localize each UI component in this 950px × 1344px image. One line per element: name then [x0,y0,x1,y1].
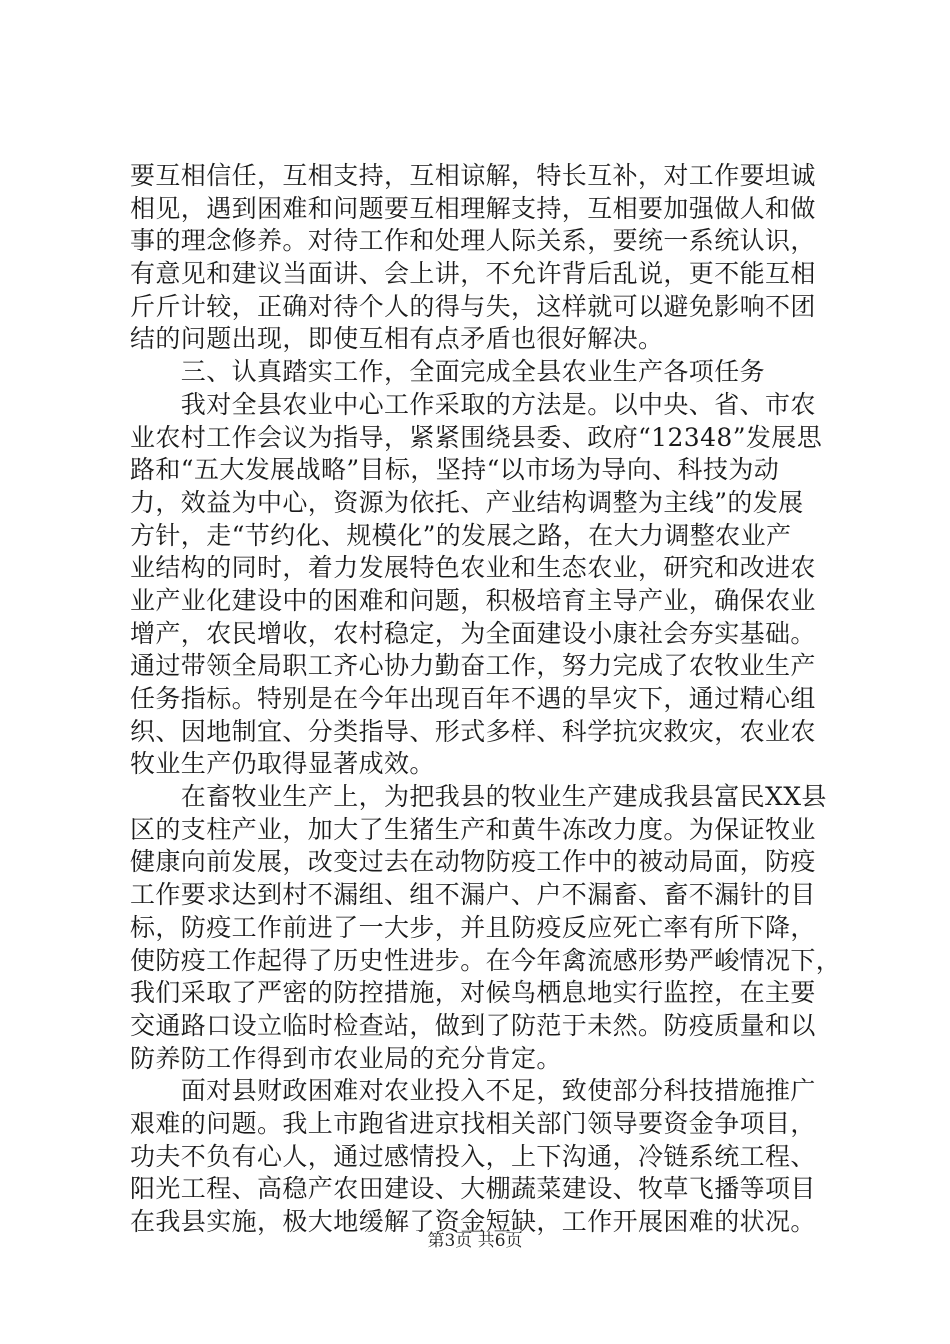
body-line: 有意见和建议当面讲、会上讲，不允许背后乱说，更不能互相 [130,259,816,289]
body-line: 我们采取了严密的防控措施，对候鸟栖息地实行监控，在主要 [130,978,816,1008]
body-line: 区的支柱产业，加大了生猪生产和黄牛冻改力度。为保证牧业 [130,814,816,844]
body-line: 在我县实施，极大地缓解了资金短缺，工作开展困难的状况。 [130,1207,816,1236]
body-line: 牧业生产仍取得显著成效。 [130,749,435,779]
body-line: 艰难的问题。我上市跑省进京找相关部门领导要资金争项目， [130,1108,816,1138]
body-line: 增产，农民增收，农村稳定，为全面建设小康社会夯实基础。 [130,618,816,648]
body-line: 使防疫工作起得了历史性进步。在今年禽流感形势严峻情况下， [130,945,842,975]
body-line: 通过带领全局职工齐心协力勤奋工作，努力完成了农牧业生产 [130,651,816,681]
body-line: 业结构的同时，着力发展特色农业和生态农业，研究和改进农 [130,553,816,583]
page-footer: 第3页 共6页 [427,1231,523,1251]
body-line: 路和“五大发展战略”目标，坚持“以市场为导向、科技为动 [130,455,780,485]
body-line: 织、因地制宜、分类指导、形式多样、科学抗灾救灾，农业农 [130,716,816,746]
body-line: 工作要求达到村不漏组、组不漏户、户不漏畜、畜不漏针的目 [130,880,816,910]
body-line: 相见，遇到困难和问题要互相理解支持，互相要加强做人和做 [130,193,816,223]
body-line: 功夫不负有心人，通过感情投入，上下沟通，冷链系统工程、 [130,1141,816,1171]
body-line: 交通路口设立临时检查站，做到了防范于未然。防疫质量和以 [130,1010,816,1040]
body-line: 三、认真踏实工作，全面完成全县农业生产各项任务 [130,357,766,387]
body-line: 要互相信任，互相支持，互相谅解，特长互补，对工作要坦诚 [130,161,816,190]
body-line: 事的理念修养。对待工作和处理人际关系，要统一系统认识， [130,226,816,256]
document-body [130,160,842,1239]
body-line: 健康向前发展，改变过去在动物防疫工作中的被动局面，防疫 [130,847,816,877]
body-line: 方针，走“节约化、规模化”的发展之路，在大力调整农业产 [130,520,792,550]
body-line: 面对县财政困难对农业投入不足，致使部分科技措施推广 [130,1076,816,1106]
body-line: 防养防工作得到市农业局的充分肯定。 [130,1043,562,1073]
body-line: 阳光工程、高稳产农田建设、大棚蔬菜建设、牧草飞播等项目 [130,1174,816,1204]
body-line: 力，效益为中心，资源为依托、产业结构调整为主线”的发展 [130,487,804,517]
body-line: 结的问题出现，即使互相有点矛盾也很好解决。 [130,324,664,354]
body-line: 任务指标。特别是在今年出现百年不遇的旱灾下，通过精心组 [130,684,816,713]
body-line: 在畜牧业生产上，为把我县的牧业生产建成我县富民XX县 [130,782,827,812]
body-line: 标，防疫工作前进了一大步，并且防疫反应死亡率有所下降， [130,912,816,942]
body-line: 我对全县农业中心工作采取的方法是。以中央、省、市农 [130,389,816,419]
body-line: 业农村工作会议为指导，紧紧围绕县委、政府“12348”发展思 [130,422,823,452]
body-line: 业产业化建设中的困难和问题，积极培育主导产业，确保农业 [130,585,816,615]
body-line: 斤斤计较，正确对待个人的得与失，这样就可以避免影响不团 [130,291,816,321]
